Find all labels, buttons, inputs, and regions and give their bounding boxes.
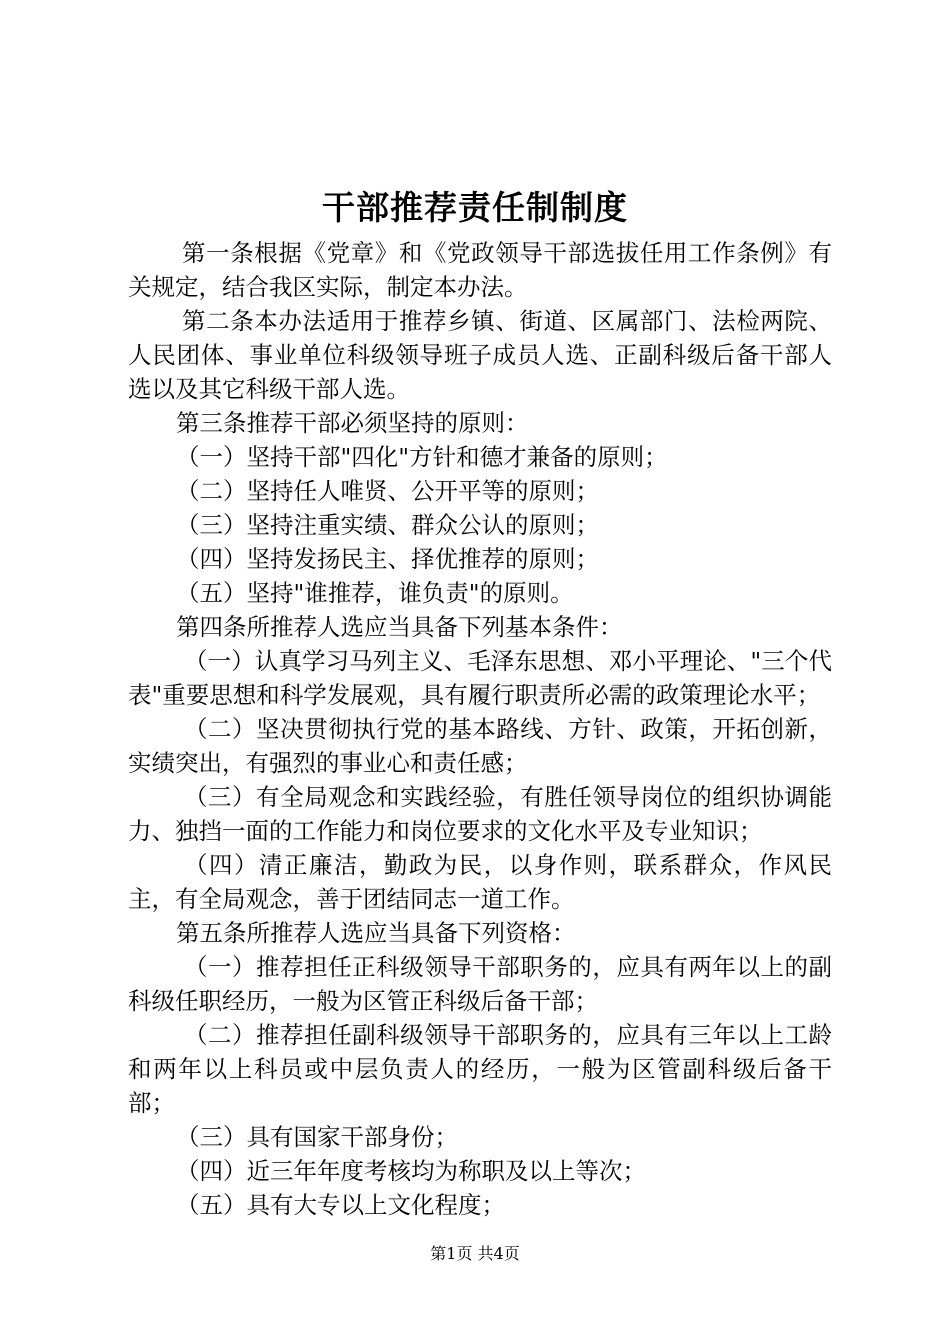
condition-item-2: （二）坚决贯彻执行党的基本路线、方针、政策，开拓创新，实绩突出，有强烈的事业心和责任感； <box>128 715 832 777</box>
article-2-paragraph: 第二条本办法适用于推荐乡镇、街道、区属部门、法检两院、人民团体、事业单位科级领导班子成员人选、正副科级后备干部人选以及其它科级干部人选。 <box>128 307 832 403</box>
principle-item-2: （二）坚持任人唯贤、公开平等的原则； <box>176 477 599 505</box>
condition-item-1: （一）认真学习马列主义、毛泽东思想、邓小平理论、"三个代表"重要思想和科学发展观，具有履行职责所必需的政策理论水平； <box>128 647 832 709</box>
document-body <box>128 236 832 1222</box>
page-number-footer: 第1页 共4页 <box>430 1244 520 1263</box>
article-3-heading: 第三条推荐干部必须坚持的原则： <box>176 409 529 437</box>
qualification-item-5: （五）具有大专以上文化程度； <box>176 1191 505 1219</box>
principle-item-1: （一）坚持干部"四化"方针和德才兼备的原则； <box>176 443 668 471</box>
qualification-item-1: （一）推荐担任正科级领导干部职务的，应具有两年以上的副科级任职经历，一般为区管正科级后备干部； <box>128 953 832 1015</box>
principle-item-4: （四）坚持发扬民主、择优推荐的原则； <box>176 545 599 573</box>
qualification-item-4: （四）近三年年度考核均为称职及以上等次； <box>176 1157 646 1185</box>
principle-item-3: （三）坚持注重实绩、群众公认的原则； <box>176 511 599 539</box>
article-1-paragraph: 第一条根据《党章》和《党政领导干部选拔任用工作条例》有关规定，结合我区实际，制定本办法。 <box>128 239 832 301</box>
qualification-item-3: （三）具有国家干部身份； <box>176 1123 458 1151</box>
condition-item-3: （三）有全局观念和实践经验，有胜任领导岗位的组织协调能力、独挡一面的工作能力和岗位要求的文化水平及专业知识； <box>128 783 832 845</box>
qualification-item-2: （二）推荐担任副科级领导干部职务的，应具有三年以上工龄和两年以上科员或中层负责人的经历，一般为区管副科级后备干部； <box>128 1021 832 1117</box>
principle-item-5: （五）坚持"谁推荐，谁负责"的原则。 <box>176 579 574 607</box>
document-title: 干部推荐责任制制度 <box>322 188 628 227</box>
article-5-heading: 第五条所推荐人选应当具备下列资格： <box>176 919 576 947</box>
condition-item-4: （四）清正廉洁，勤政为民，以身作则，联系群众，作风民主，有全局观念，善于团结同志一道工作。 <box>128 851 832 913</box>
article-4-heading: 第四条所推荐人选应当具备下列基本条件： <box>176 613 623 641</box>
